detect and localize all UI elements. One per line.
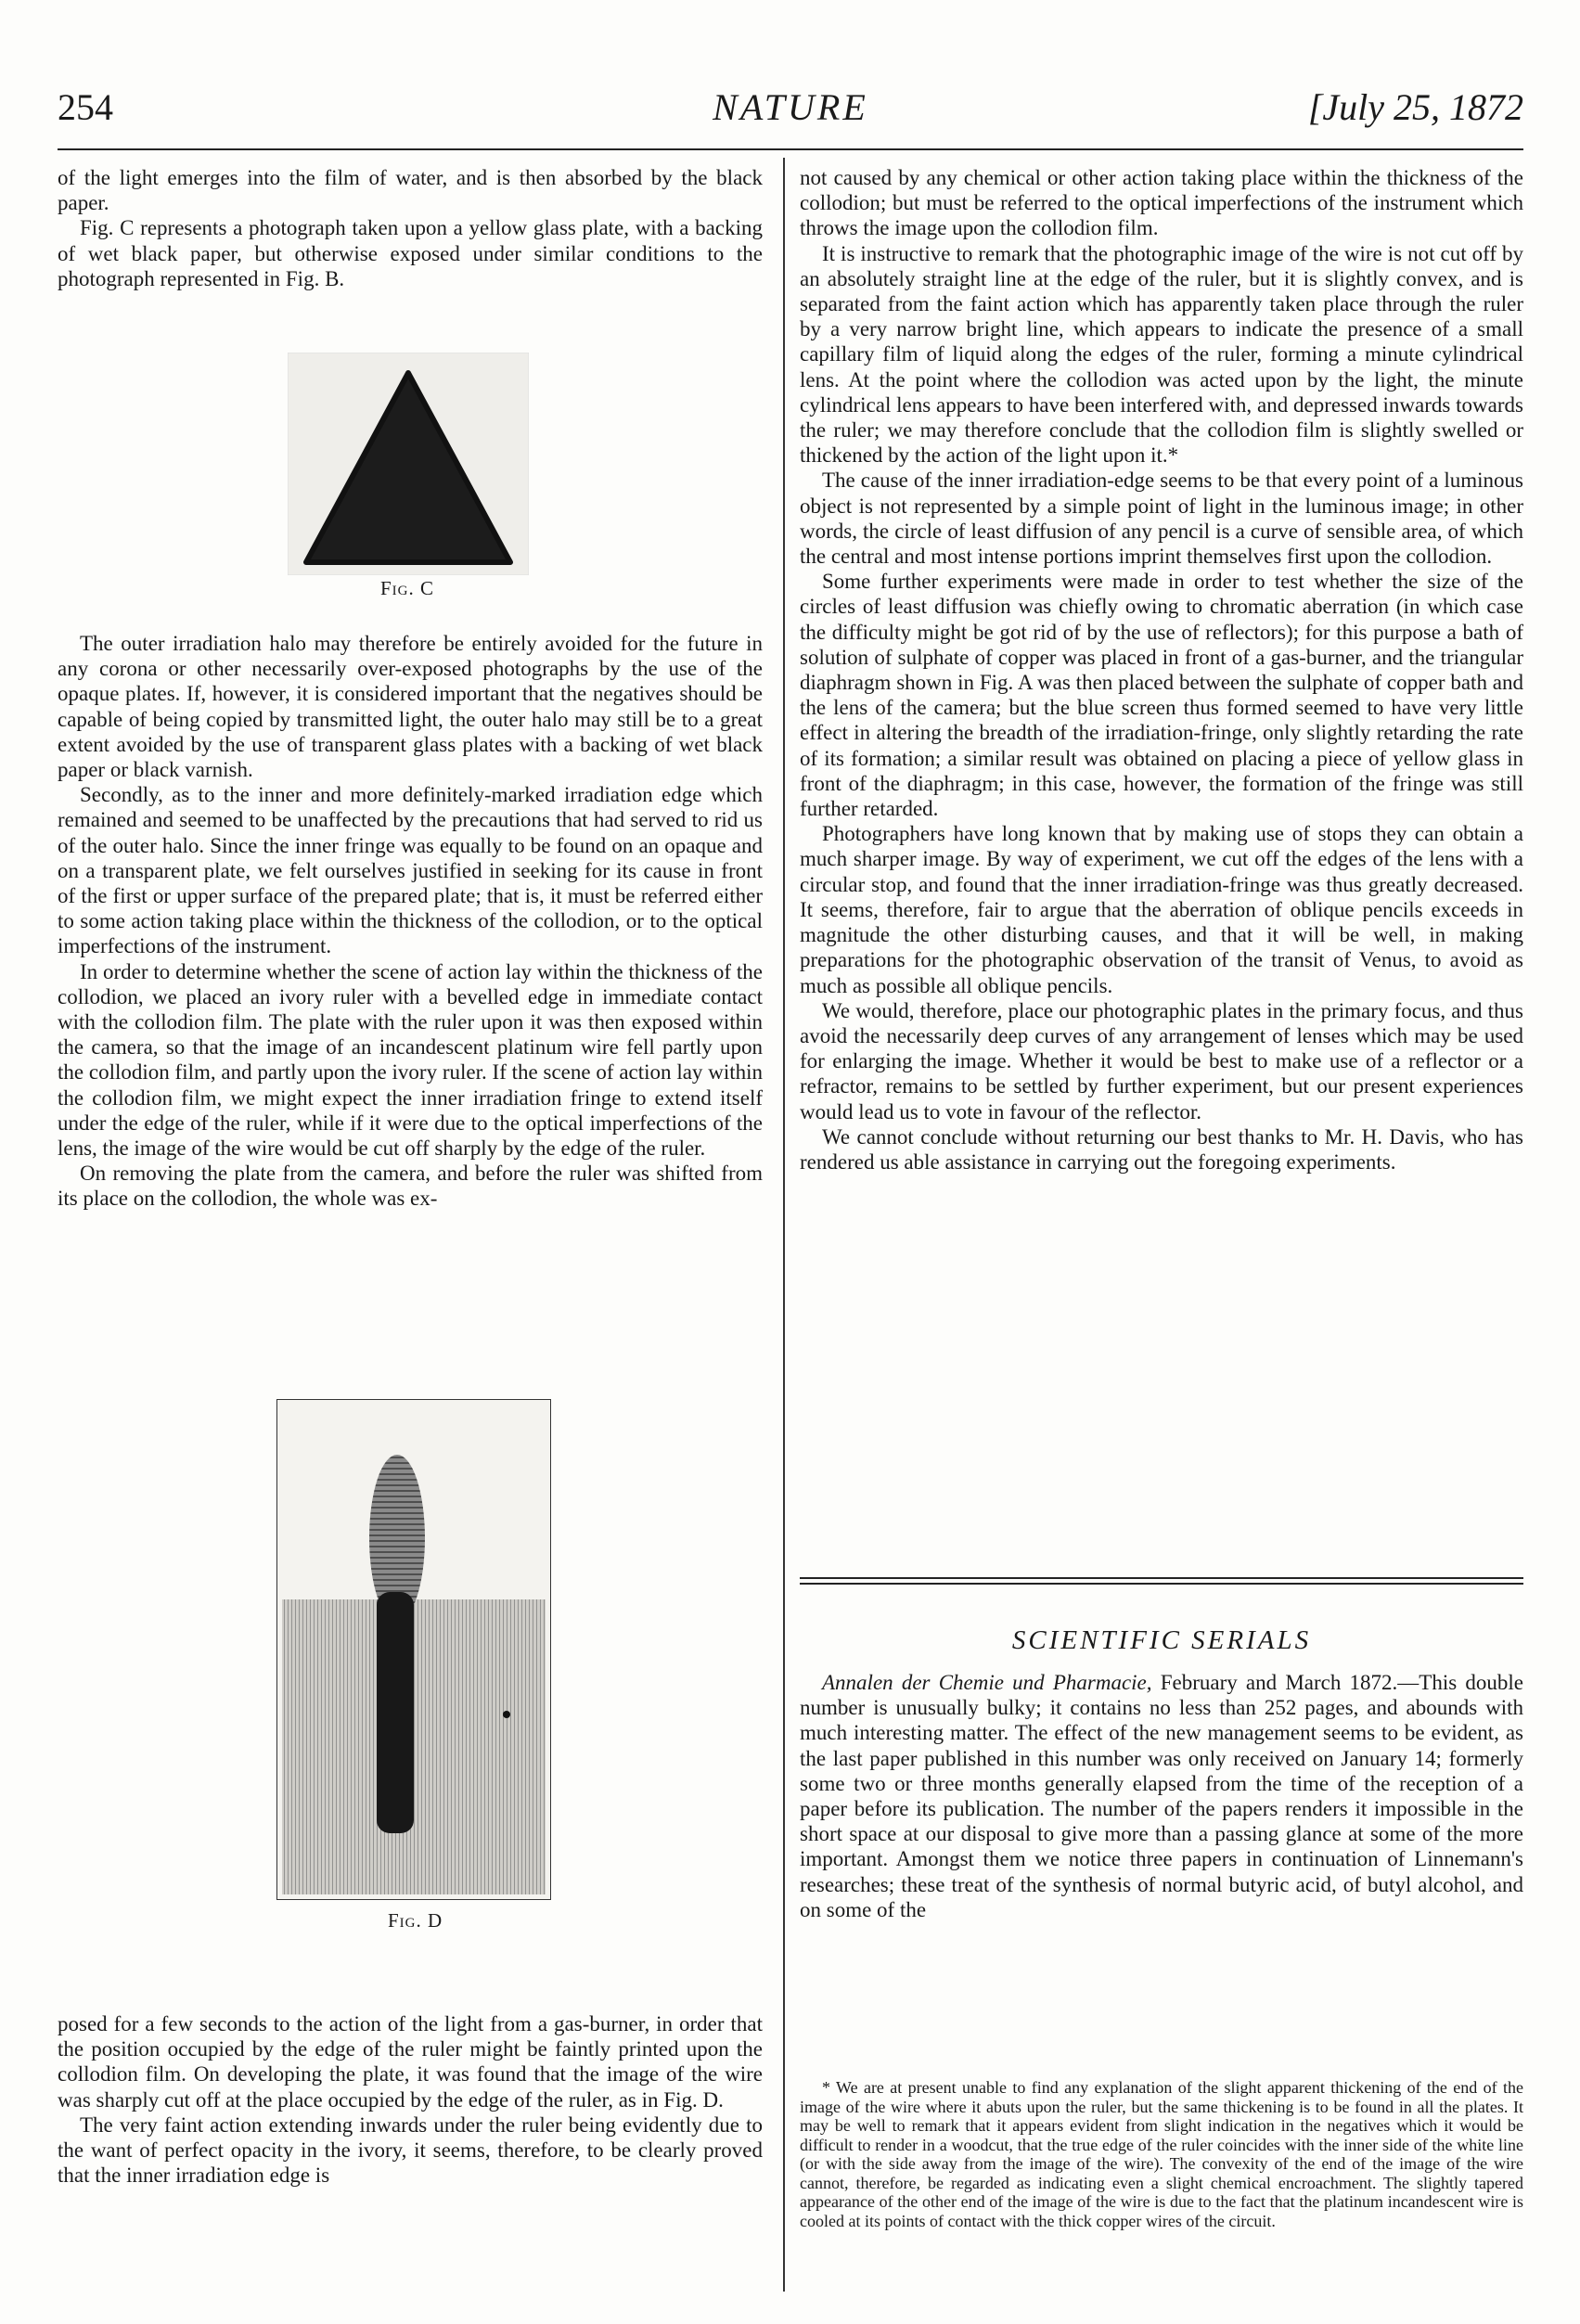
journal-title: NATURE (713, 86, 868, 128)
figure-d-caption: Fig. D (388, 1909, 443, 1932)
section-rule (800, 1577, 1523, 1579)
column-divider (783, 158, 785, 2292)
section-rule (800, 1583, 1523, 1585)
paragraph (800, 1670, 1523, 1922)
paragraph: We would, therefore, place our photographic plates in the primary focus, and thus avoid the necessarily deep curves of any arrangement of lenses which may be used for enlarging the image. Whether it would be best to make use of a reflector or a refractor, remains to be settled by further experiment, but our present experiences would lead us to vote in favour of the reflector. (800, 998, 1523, 1123)
figure-c-caption: Fig. C (380, 577, 435, 599)
paragraph: The outer irradiation halo may therefore be entirely avoided for the future in any corona or other necessarily over-exposed photographs by the use of the opaque plates. If, however, it is considered important that the negatives should be capable of being copied by transmitted light, the outer halo may still be to a great extent avoided by the use of transparent glass plates with a backing of wet black paper or black varnish. (58, 632, 763, 782)
header-rule (58, 148, 1523, 150)
paragraph: The cause of the inner irradiation-edge seems to be that every point of a luminous object is not represented by a simple point of light in the luminous image; in other words, the circle of least diffusion of any pencil is a curve of sensible area, of which the central and most intense portions imprint themselves first upon the collodion. (800, 469, 1523, 569)
paragraph: The very faint action extending inwards under the ruler being evidently due to the want of perfect opacity in the ivory, it seems, therefore, to be clearly proved that the inner irradiation edge is (58, 2112, 763, 2188)
paragraph: On removing the plate from the camera, and before the ruler was shifted from its place on the collodion, the whole was ex- (58, 1162, 763, 1211)
paragraph: of the light emerges into the film of water, and is then absorbed by the black paper. (58, 166, 763, 215)
paragraph: posed for a few seconds to the action of the light from a gas-burner, in order that the position occupied by the edge of the ruler might be faintly printed upon the collodion film. On developing the plate, it was found that the image of the wire was sharply cut off at the place occupied by the edge of the ruler, as in Fig. D. (58, 2012, 763, 2112)
section-title: SCIENTIFIC SERIALS (1011, 1625, 1312, 1655)
right-column-top (800, 165, 1523, 1175)
page-number: 254 (58, 86, 113, 128)
paragraph: not caused by any chemical or other action taking place within the thickness of the collodion; but must be referred to the optical imperfections of the instrument which throws the image upon the collodion film. (800, 166, 1523, 240)
figure-d (276, 1399, 551, 1900)
paragraph: Photographers have long known that by making use of stops they can obtain a much sharper image. By way of experiment, we cut off the edges of the lens with a circular stop, and found that the inner irradiation-fringe was thus greatly decreased. It seems, therefore, fair to argue that the aberration of oblique pencils exceeds in magnitude the other disturbing causes, and that it will be well, in making preparations for the photographic observation of the transit of Venus, to avoid as much as possible all oblique pencils. (800, 822, 1523, 997)
paragraph: Some further experiments were made in order to test whether the size of the circles of least diffusion was chiefly owing to chromatic aberration (in which case the difficulty might be got rid of by the use of reflectors); for this purpose a bath of solution of sulphate of copper was placed in front of a gas-burner, and the triangular diaphragm shown in Fig. A was then placed between the sulphate of copper bath and the lens of the camera; but the blue screen thus formed seemed to have very little effect in altering the breadth of the irradiation-fringe, only slightly retarding the rate of its formation; a similar result was obtained on placing a piece of yellow glass in front of the diaphragm; in this case, however, the formation of the fringe was still further retarded. (800, 570, 1523, 821)
issue-date: [July 25, 1872 (1307, 86, 1523, 128)
paragraph: Secondly, as to the inner and more definitely-marked irradiation edge which remained and seemed to be unaffected by the precautions that had served to rid us of the outer halo. Since the inner fringe was equally to be found on an opaque and on a transparent plate, we felt ourselves justified in seeking for its cause in front of the first or upper surface of the prepared plate; that is, it must be referred either to some action taking place within the thickness of the collodion, or to the optical imperfections of the instrument. (58, 783, 763, 958)
left-column-bottom (58, 2011, 763, 2188)
publication-title: Annalen der Chemie und Pharmacie, (822, 1671, 1152, 1694)
page-header (58, 85, 1523, 141)
left-column-top (58, 165, 763, 291)
paragraph: We cannot conclude without returning our best thanks to Mr. H. Davis, who has rendered us able assistance in carrying out the foregoing experiments. (800, 1124, 1523, 1174)
serials-text: February and March 1872.—This double number is unusually bulky; it contains no less than 252 pages, and abounds with much interesting matter. The effect of the new management seems to be evident, as the last paper published in this number was only received on January 14; formerly some two or three months generally elapsed from the time of the reception of a paper before its publication. The number of the papers renders it impossible in the short space at our disposal to give more than a passing glance at some of the more important. Amongst them we notice three papers in continuation of Linnemann's researches; these treat of the synthesis of normal butyric acid, of butyl alcohol, and on some of the (800, 1671, 1523, 1921)
figure-c-image (288, 353, 529, 575)
left-column-mid (58, 631, 763, 1212)
figure-d-image (276, 1399, 551, 1900)
paragraph: In order to determine whether the scene of action lay within the thickness of the collodion, we placed an ivory ruler with a bevelled edge in immediate contact with the collodion film. The plate with the ruler upon it was then exposed within the camera, so that the image of an incandescent platinum wire fell partly upon the collodion film, and partly upon the ivory ruler. If the scene of action lay within the collodion film, we might expect the inner irradiation fringe to extend itself under the edge of the ruler, while if it were due to the optical imperfections of the lens, the image of the wire would be cut off sharply by the edge of the ruler. (58, 959, 763, 1161)
scientific-serials (800, 1670, 1523, 1922)
paragraph: Fig. C represents a photograph taken upon a yellow glass plate, with a backing of wet black paper, but otherwise exposed under similar conditions to the photograph represented in Fig. B. (58, 216, 763, 290)
paragraph: It is instructive to remark that the photographic image of the wire is not cut off by an absolutely straight line at the edge of the ruler, but it is slightly convex, and is separated from the faint action which has apparently taken place through the ruler by a very narrow bright line, which appears to indicate the presence of a small capillary film of liquid along the edges of the ruler, forming a minute cylindrical lens. At the point where the collodion was acted upon by the light, the minute cylindrical lens appears to have been interfered with, and depressed inwards towards the ruler; we may therefore conclude that the collodion film is slightly swelled or thickened by the action of the light upon it.* (800, 241, 1523, 468)
footnote (800, 2078, 1523, 2230)
figure-c (288, 353, 529, 575)
footnote-text: * We are at present unable to find any explanation of the slight apparent thickening of the end of the image of the wire where it abuts upon the ruler, but the same thickening is to be found in all the plates. It may be well to remark that it appears evident from slight indication in the negatives which it would be difficult to render in a woodcut, that the true edge of the ruler coincides with the inner side of the white line (or with the side away from the image of the wire). The convexity of the end of the image of the wire cannot, therefore, be regarded as indicating even a slight chemical encroachment. The slightly tapered appearance of the other end of the image of the wire is due to the fact that the platinum incandescent wire is cooled at its points of contact with the thick copper wires of the circuit. (800, 2078, 1523, 2230)
